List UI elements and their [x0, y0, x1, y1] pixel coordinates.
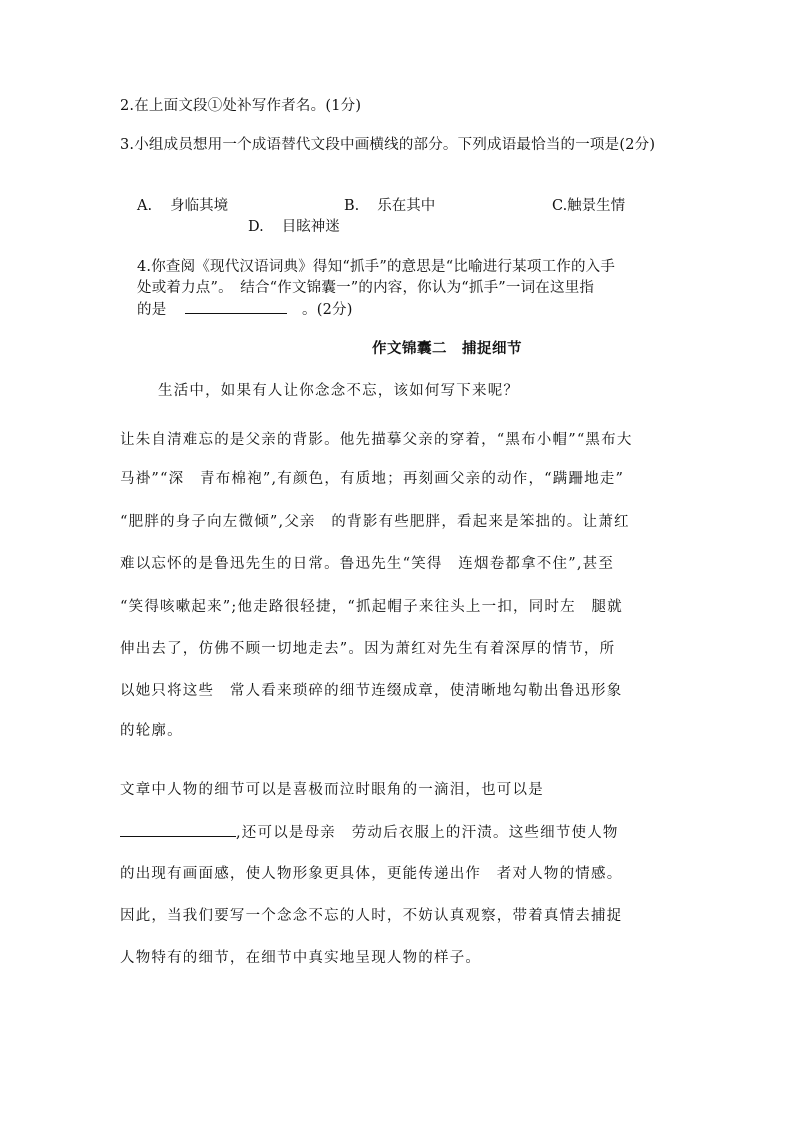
- option-d-text: 目眩神迷: [281, 219, 340, 235]
- question-4-line-1: 4.你查阅《现代汉语词典》得知“抓手”的意思是“比喻进行某项工作的入手: [137, 259, 616, 275]
- option-c: [552, 196, 625, 217]
- passage-line: 让朱自清难忘的是父亲的背影。他先描摹父亲的穿着，“黑布小帽”“黑布大: [120, 432, 633, 448]
- passage-line: 马褂”“深 青布棉袍”,有颜色，有质地；再刻画父亲的动作，“蹒跚地走”: [120, 471, 625, 487]
- option-b-text: 乐在其中: [377, 198, 436, 214]
- option-a: [137, 196, 228, 217]
- option-a-text: 身临其境: [170, 198, 229, 214]
- passage-intro: 生活中，如果有人让你念念不忘，该如何写下来呢？: [158, 383, 520, 399]
- option-d: [248, 217, 340, 238]
- passage-line: 以她只将这些 常人看来琐碎的细节连缀成章，使清晰地勾勒出鲁迅形象: [120, 683, 623, 699]
- option-b: [344, 196, 435, 217]
- answer-blank-q4[interactable]: [185, 299, 287, 314]
- passage-line: “笑得咳嗽起来”;他走路很轻捷，“抓起帽子来往头上一扣，同时左 腿就: [120, 599, 623, 615]
- passage-line: “肥胖的身子向左微倾”,父亲 的背影有些肥胖，看起来是笨拙的。让萧红: [120, 514, 630, 530]
- question-4-prefix: 的是: [137, 302, 167, 318]
- question-2: 2.在上面文段①处补写作者名。(1分): [120, 98, 362, 114]
- option-d-letter: D.: [248, 219, 264, 235]
- passage-line: 伸出去了，仿佛不顾一切地走去”。因为萧红对先生有着深厚的情节，所: [120, 641, 616, 657]
- option-c-text: C.触景生情: [552, 198, 626, 214]
- question-4-suffix: 。(2分): [302, 302, 353, 318]
- passage-line: 因此，当我们要写一个念念不忘的人时，不妨认真观察，带着真情去捕捉: [120, 908, 623, 924]
- question-3: 3.小组成员想用一个成语替代文段中画横线的部分。下列成语最恰当的一项是(2分): [120, 137, 656, 153]
- passage-line: 人物特有的细节，在细节中真实地呈现人物的样子。: [120, 950, 482, 966]
- question-4-line-2: 处或着力点”。 结合“作文锦囊一”的内容，你认为“抓手”一词在这里指: [137, 280, 595, 296]
- answer-blank-passage[interactable]: [120, 822, 236, 837]
- passage-line: 的出现有画面感，使人物形象更具体，更能传递出作 者对人物的情感。: [120, 866, 623, 882]
- question-4-line-3: [137, 299, 353, 321]
- option-a-letter: A.: [137, 198, 153, 214]
- passage-line-with-blank: [120, 821, 619, 842]
- passage-line-tail: ,还可以是母亲 劳动后衣服上的汗渍。这些细节使人物: [236, 825, 619, 841]
- passage-line: 的轮廓。: [120, 723, 183, 739]
- passage-line: 文章中人物的细节可以是喜极而泣时眼角的一滴泪，也可以是: [120, 782, 544, 798]
- option-b-letter: B.: [344, 198, 360, 214]
- passage-line: 难以忘怀的是鲁迅先生的日常。鲁迅先生“笑得 连烟卷都拿不住”,甚至: [120, 556, 615, 572]
- section-heading: 作文锦囊二 捕捉细节: [372, 341, 522, 357]
